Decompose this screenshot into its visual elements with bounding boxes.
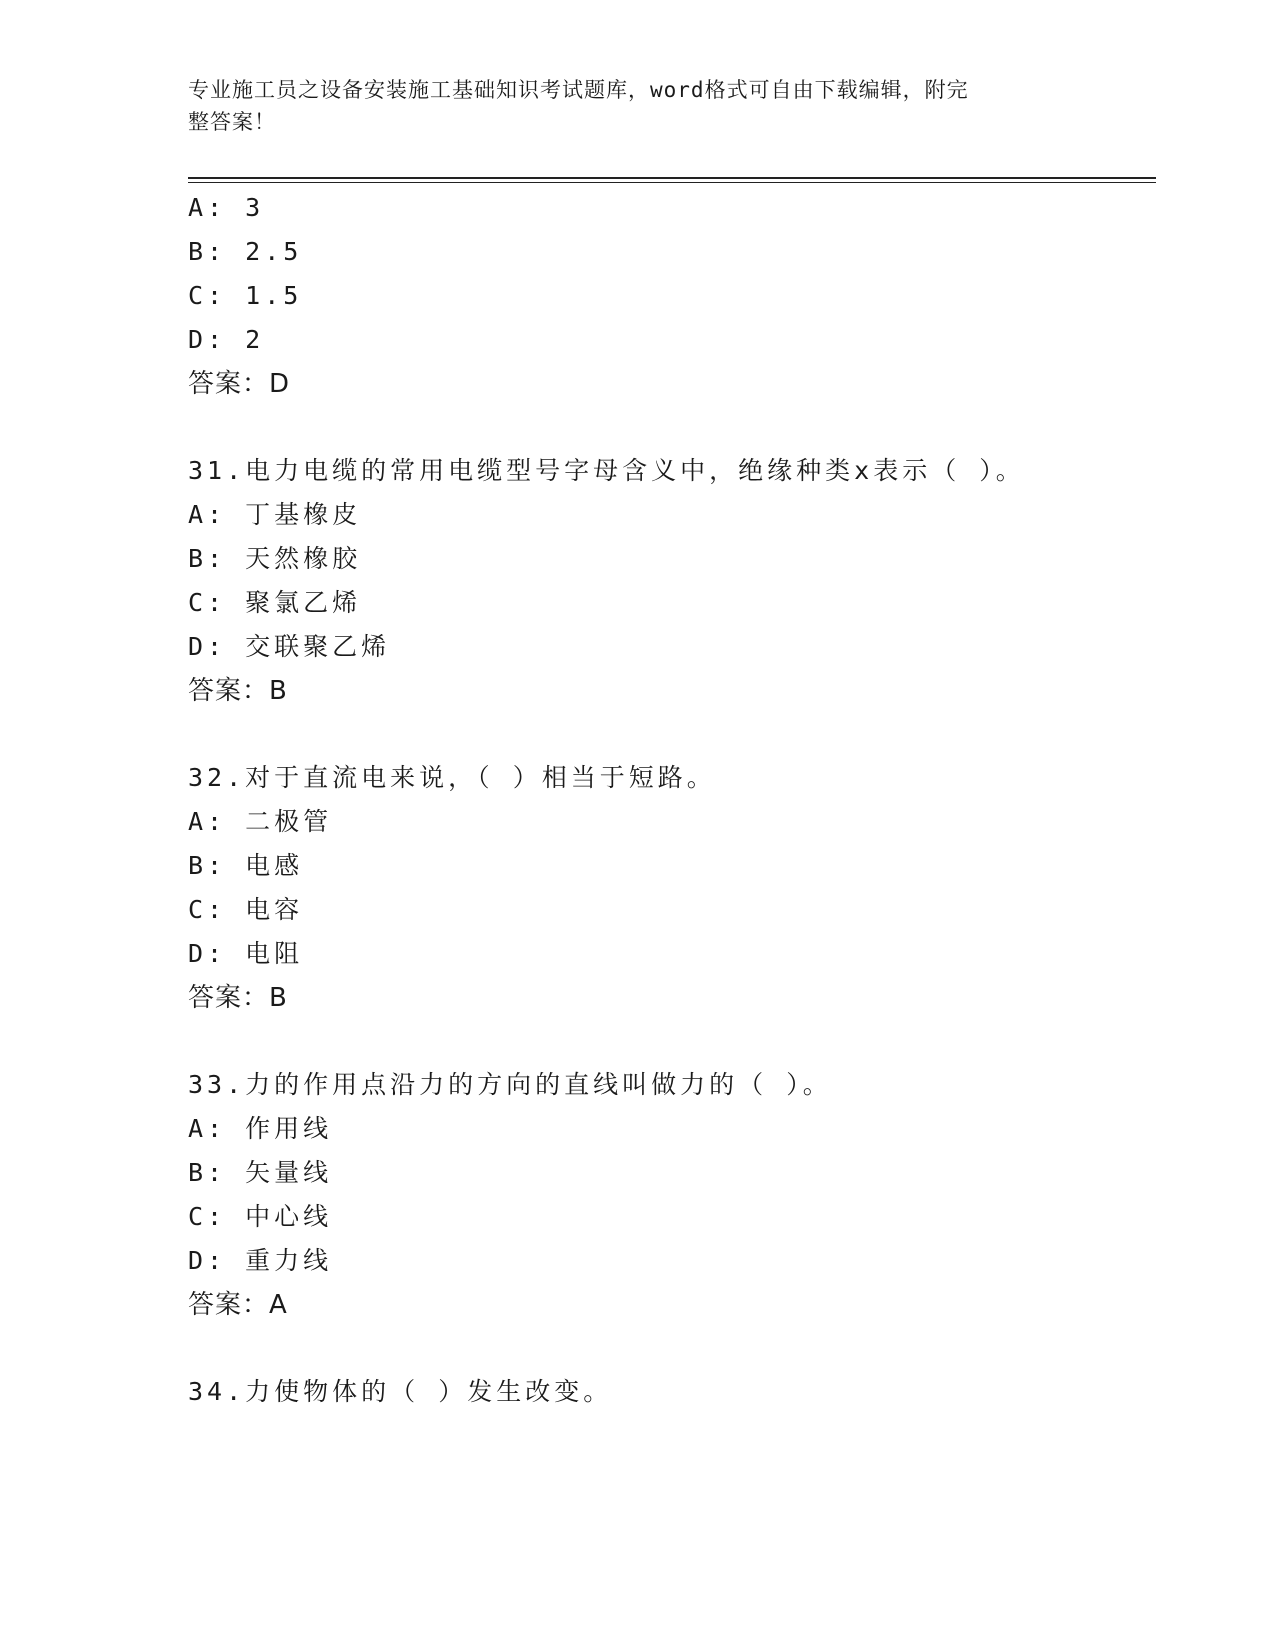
q33-option-c: C: 中心线 bbox=[188, 1202, 333, 1231]
q30-option-a: A: 3 bbox=[188, 193, 265, 222]
q30-answer: 答案：D bbox=[188, 369, 291, 399]
q32-option-c: C: 电容 bbox=[188, 895, 304, 924]
q33-option-a: A: 作用线 bbox=[188, 1114, 333, 1143]
q33-question: 33.力的作用点沿力的方向的直线叫做力的（ ）。 bbox=[188, 1070, 832, 1099]
q32-question: 32.对于直流电来说，（ ）相当于短路。 bbox=[188, 763, 716, 792]
q30-option-b: B: 2.5 bbox=[188, 237, 303, 266]
q34-question: 34.力使物体的（ ）发生改变。 bbox=[188, 1377, 613, 1406]
q32-option-a: A: 二极管 bbox=[188, 807, 333, 836]
q33-option-b: B: 矢量线 bbox=[188, 1158, 333, 1187]
q32-option-d: D: 电阻 bbox=[188, 939, 304, 968]
q31-answer: 答案：B bbox=[188, 676, 288, 706]
header-line-2: 整答案！ bbox=[188, 110, 276, 134]
q32-option-b: B: 电感 bbox=[188, 851, 304, 880]
q31-option-a: A: 丁基橡皮 bbox=[188, 500, 362, 529]
header-divider-thin bbox=[188, 182, 1156, 183]
header-line-1: 专业施工员之设备安装施工基础知识考试题库，word格式可自由下载编辑，附完 bbox=[188, 78, 969, 102]
header-divider-thick bbox=[188, 177, 1156, 179]
q33-answer: 答案：A bbox=[188, 1290, 288, 1320]
q33-option-d: D: 重力线 bbox=[188, 1246, 333, 1275]
q30-option-c: C: 1.5 bbox=[188, 281, 303, 310]
q32-answer: 答案：B bbox=[188, 983, 288, 1013]
q31-option-d: D: 交联聚乙烯 bbox=[188, 632, 391, 661]
q30-option-d: D: 2 bbox=[188, 325, 265, 354]
document-header bbox=[188, 74, 1068, 138]
q31-option-b: B: 天然橡胶 bbox=[188, 544, 362, 573]
q31-question: 31.电力电缆的常用电缆型号字母含义中，绝缘种类x表示（ ）。 bbox=[188, 456, 1025, 485]
q31-option-c: C: 聚氯乙烯 bbox=[188, 588, 362, 617]
